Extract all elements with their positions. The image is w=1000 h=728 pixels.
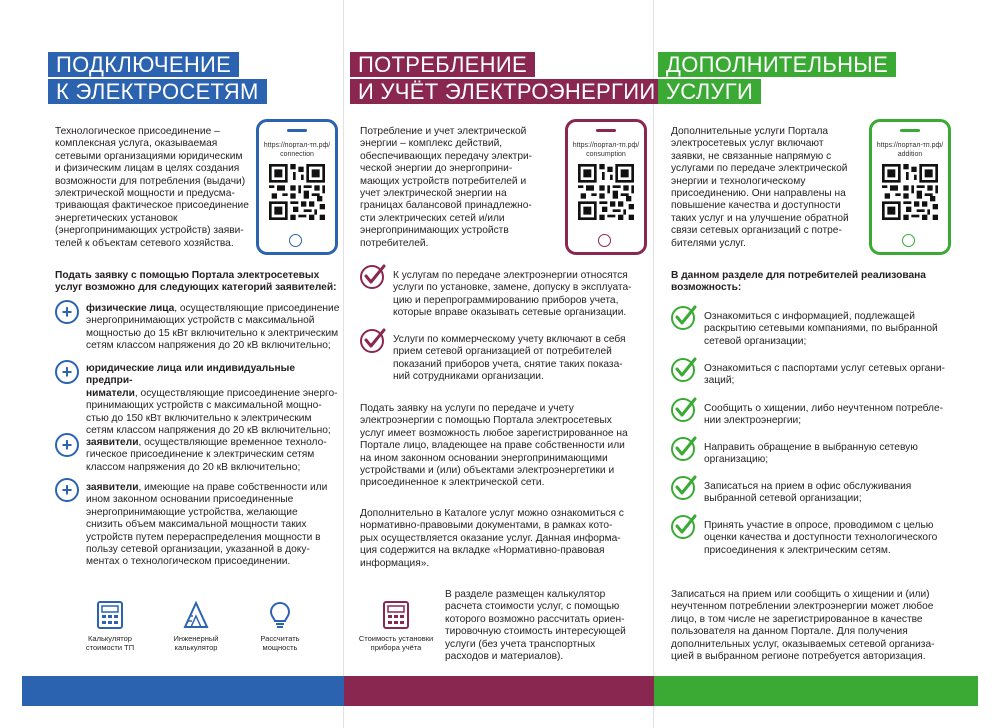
phone-qr-addition[interactable] [869, 119, 951, 255]
plus-icon: + [55, 433, 79, 457]
tool-meter-installation-cost[interactable]: Стоимость установки прибора учёта [351, 600, 441, 652]
meter-calculator-icon [382, 600, 410, 630]
catalog-paragraph: Дополнительно в Каталоге услуг можно ознакомиться с нормативно-правовыми документами, в рамках кото- рых осуществляется оказание услуг. Данная информа- ция содержится на вкладке «Нормативно-правовая информация». [360, 508, 624, 569]
check-badge-icon [670, 512, 698, 540]
section-title-line2: К ЭЛЕКТРОСЕТЯМ [48, 79, 267, 104]
category-item-power-reduction: заявители, имеющие на праве собственности или ином законном основании присоединенные энергопринимающие устройства, желающие снизить объем максимальной мощности таких устройств путем перераспределения мощности в пользу сетевой организации, указанной в доку- ментах о технологическом присоединении. [86, 482, 328, 568]
check-item-disclosure: Ознакомиться с информацией, подлежащей раскрытию сетевыми компаниями, по выбранной сетевой организации; [704, 311, 938, 347]
check-item-passports: Ознакомиться с паспортами услуг сетевых органи- заций; [704, 363, 945, 387]
tool-tp-cost-calculator[interactable]: Калькулятор стоимости ТП [72, 600, 148, 652]
phone-url: https://портал-тп.рф/ connection [263, 142, 331, 158]
category-item-legal-entities: юридические лица или индивидуальные предпри- ниматели, осуществляющие присоединение энерго- принимающих устройств с максимальной мощно- стью до 150 кВт включительно к электрическим сетям классом напряжения до 20 кВ включительно; [86, 363, 338, 437]
check-badge-icon [359, 262, 387, 290]
phone-url: https://портал-тп.рф/ addition [876, 142, 944, 158]
check-item-appeal: Направить обращение в выбранную сетевую организацию; [704, 442, 918, 466]
footer-bar-blue [22, 676, 344, 706]
phone-speaker [900, 129, 920, 132]
section-connection [0, 0, 340, 676]
check-item-theft-report: Сообщить о хищении, либо неучтенном потребле- нии электроэнергии; [704, 403, 944, 427]
footer-bar-maroon [344, 676, 654, 706]
section-title-line1: ПОДКЛЮЧЕНИЕ [48, 52, 239, 77]
section-title-line2: И УЧЁТ ЭЛЕКТРОЭНЕРГИИ [350, 79, 663, 104]
section-consumption [345, 0, 656, 676]
phone-home-button [598, 234, 611, 247]
calculator-paragraph: В разделе размещен калькулятор расчета стоимости услуг, с помощью которого возможно рассчитать ориен- тировочную стоимость интересующей услуги (без учета транспортных расходов и материалов). [445, 589, 626, 663]
section-title-line1: ДОПОЛНИТЕЛЬНЫЕ [658, 52, 896, 77]
categories-heading: Подать заявку с помощью Портала электросетевых услуг возможно для следующих категорий заявителей: [55, 270, 337, 294]
section-title-line1: ПОТРЕБЛЕНИЕ [350, 52, 535, 77]
check-badge-icon [670, 434, 698, 462]
calculator-icon [96, 600, 124, 630]
qr-code-icon [269, 164, 325, 220]
section-additional [655, 0, 1000, 676]
plus-icon: + [55, 478, 79, 502]
footer-bar-green [654, 676, 978, 706]
check-badge-icon [670, 473, 698, 501]
phone-speaker [596, 129, 616, 132]
application-paragraph: Подать заявку на услуги по передаче и учету электроэнергии с помощью Портала электросетевых услуг имеет возможность любое зарегистрированное на Портале лицо, владеющее на праве собственности или на ином законном основании энергопринимающими устройствами и (или) объектами электроэнергетики и присоединенное к электрической сети. [360, 403, 628, 489]
check-item-commercial-metering: Услуги по коммерческому учету включают в себя прием сетевой организацией от потребителей показаний приборов учета, снятие таких показа- ний сотрудниками организации. [393, 334, 626, 383]
engineering-triangle-icon [181, 600, 211, 630]
intro-text: Дополнительные услуги Портала электросетевых услуг включают заявки, не связанные напрямую с услугами по передаче электрической энергии и технологическому присоединению. Они направлены на повышение качества и доступности таких услуг и на улучшение обратной связи сетевых организаций с потре- бителями услуг. [671, 126, 849, 249]
plus-icon: + [55, 360, 79, 384]
phone-speaker [287, 129, 307, 132]
qr-code-icon [578, 164, 634, 220]
category-item-individuals: физические лица, осуществляющие присоединение энергопринимающих устройств с максимальной мощностью до 15 кВт включительно к электрическим сетям классом напряжения до 20 кВ включительно; [86, 303, 340, 352]
fold-line-right [653, 0, 654, 728]
check-badge-icon [670, 395, 698, 423]
check-badge-icon [670, 303, 698, 331]
tool-power-calculation[interactable]: Рассчитать мощность [242, 600, 318, 652]
category-item-temporary: заявители, осуществляющие временное техноло- гическое присоединение к электрическим сетям классом напряжения до 20 кВ включительно; [86, 437, 327, 473]
check-item-office-appointment: Записаться на прием в офис обслуживания выбранной сетевой организации; [704, 481, 912, 505]
check-badge-icon [670, 355, 698, 383]
check-item-transmission-services: К услугам по передаче электроэнергии относятся услуги по установке, замене, допуску в эксплуата- цию и перепрограммированию приборов учета, которые вправе оказывать сетевые организации. [393, 270, 632, 319]
final-paragraph: Записаться на прием или сообщить о хищении и (или) неучтенном потреблении электроэнергии может любое лицо, в том числе не зарегистрированное в качестве пользователя на данном Портале. Для получения дополнительных услуг, оказываемых сетевой организа- цией в выбранном регионе потребуется авторизация. [671, 589, 935, 663]
check-badge-icon [359, 326, 387, 354]
section-title-line2: УСЛУГИ [658, 79, 761, 104]
phone-url: https://портал-тп.рф/ consumption [572, 142, 640, 158]
check-item-survey: Принять участие в опросе, проводимом с целью оценки качества и доступности технологического присоединения к электрическим сетям. [704, 520, 938, 556]
phone-home-button [902, 234, 915, 247]
possibilities-heading: В данном разделе для потребителей реализована возможность: [671, 270, 926, 294]
qr-code-icon [882, 164, 938, 220]
tool-engineering-calculator[interactable]: Инженерный калькулятор [158, 600, 234, 652]
phone-qr-consumption[interactable] [565, 119, 647, 255]
plus-icon: + [55, 300, 79, 324]
lightbulb-icon [268, 600, 292, 630]
intro-text: Потребление и учет электрической энергии – комплекс действий, обеспечивающих передачу электри- ческой энергии до энергоприни- мающих устройств потребителей и учет электрической энергии на границах балансовой принадлежно- сти электрических сетей и/или энергопринимающих устройств потребителей. [360, 126, 533, 249]
phone-home-button [289, 234, 302, 247]
fold-line-left [343, 0, 344, 728]
phone-qr-connection[interactable] [256, 119, 338, 255]
intro-text: Технологическое присоединение – комплексная услуга, оказываемая сетевыми организациями юридическим и физическим лицам в целях создания возможности для потребления (выдачи) электрической мощности и предусма- тривающая фактическое присоединение энергетических установок (энергопринимающих устройств) заяви- телей к объектам сетевого хозяйства. [55, 126, 249, 249]
